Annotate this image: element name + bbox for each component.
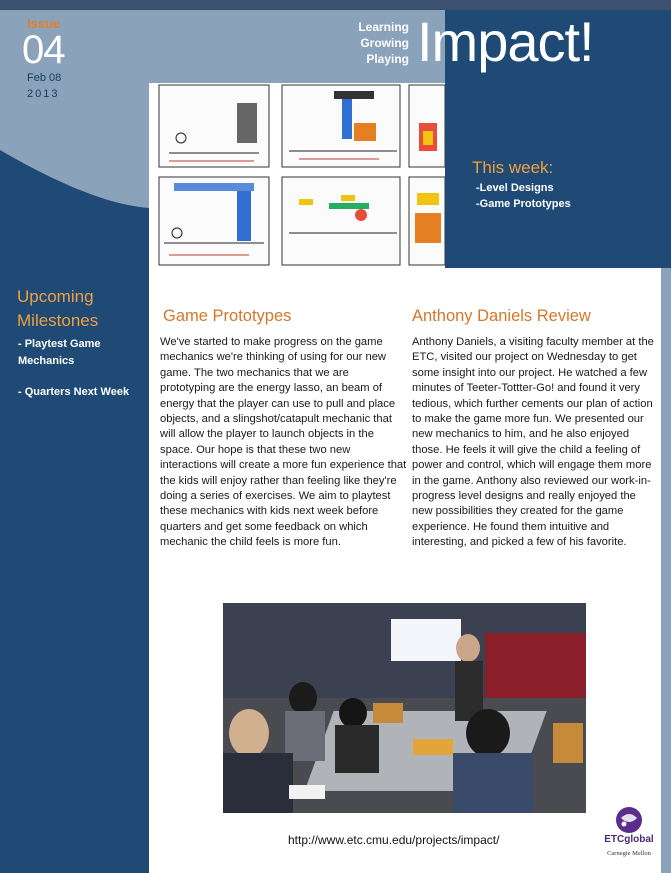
- storyboard-image: [149, 83, 445, 268]
- logo-main-text: ETCglobal: [604, 834, 654, 845]
- project-url[interactable]: http://www.etc.cmu.edu/projects/impact/: [288, 833, 500, 847]
- etc-global-logo: [603, 806, 655, 868]
- article-body-anthony-daniels: Anthony Daniels, a visiting faculty member at the ETC, visited our project on Wednesday to get some insight into our project. He watched a few minutes of Teeter-Tottter-Go! and found it very tedious, which further cements our plan of action to make the game more fun. We presented our new mechanics to him, and he also enjoyed those. He feels it will give the child a feeling of power and control, which will engage them more in the game. Anthony also reviewed our work-in-progress level designs and really enjoyed the new possibilities they created for the game experience. He found them intuitive and interesting, and picked a few of his favorite.: [412, 336, 654, 549]
- milestones-title: [17, 285, 98, 333]
- milestone-item: - Quarters Next Week: [18, 386, 130, 398]
- issue-year: 2013: [27, 88, 60, 100]
- milestones-title-line1: Upcoming: [17, 287, 94, 306]
- issue-label: Issue: [27, 16, 61, 31]
- tagline-learning: Learning: [358, 20, 409, 34]
- article-title-anthony-daniels: Anthony Daniels Review: [412, 307, 591, 325]
- etc-logo-icon: [603, 806, 655, 836]
- storyboard-sketch: [149, 83, 445, 268]
- issue-date: Feb 08: [27, 72, 62, 84]
- article-title-game-prototypes: Game Prototypes: [163, 307, 292, 325]
- this-week-item: -Level Designs: [476, 182, 554, 194]
- logo-sub-text: Carnegie Mellon: [607, 850, 651, 857]
- issue-number: 04: [22, 28, 65, 72]
- tagline-growing: Growing: [360, 36, 409, 50]
- this-week-item: -Game Prototypes: [476, 198, 571, 210]
- article-body-game-prototypes: We've started to make progress on the game mechanics we're thinking of using for our new game. The two mechanics that we are prototyping are the energy lasso, an beam of energy that the player can use to pull and place objects, and a slingshot/catapult mechanic that will allow the player to launch objects in the space. Our hope is that these two new interactions will create a more fun experience that the kids will enjoy rather than feeling like they're doing a series of exercises. We aim to playtest these mechanics with kids next week before quarters and get some feedback on which mechanic the child feels is more fun.: [160, 336, 407, 549]
- this-week-title: This week:: [472, 158, 554, 177]
- milestone-item: - Playtest Game Mechanics: [18, 338, 101, 367]
- team-meeting-photo: [223, 603, 586, 813]
- right-strip: [661, 268, 671, 873]
- tagline-playing: Playing: [366, 52, 409, 66]
- masthead-title: Impact!: [417, 10, 594, 73]
- milestones-title-line2: Milestones: [17, 311, 99, 330]
- photo-illustration: [223, 603, 586, 813]
